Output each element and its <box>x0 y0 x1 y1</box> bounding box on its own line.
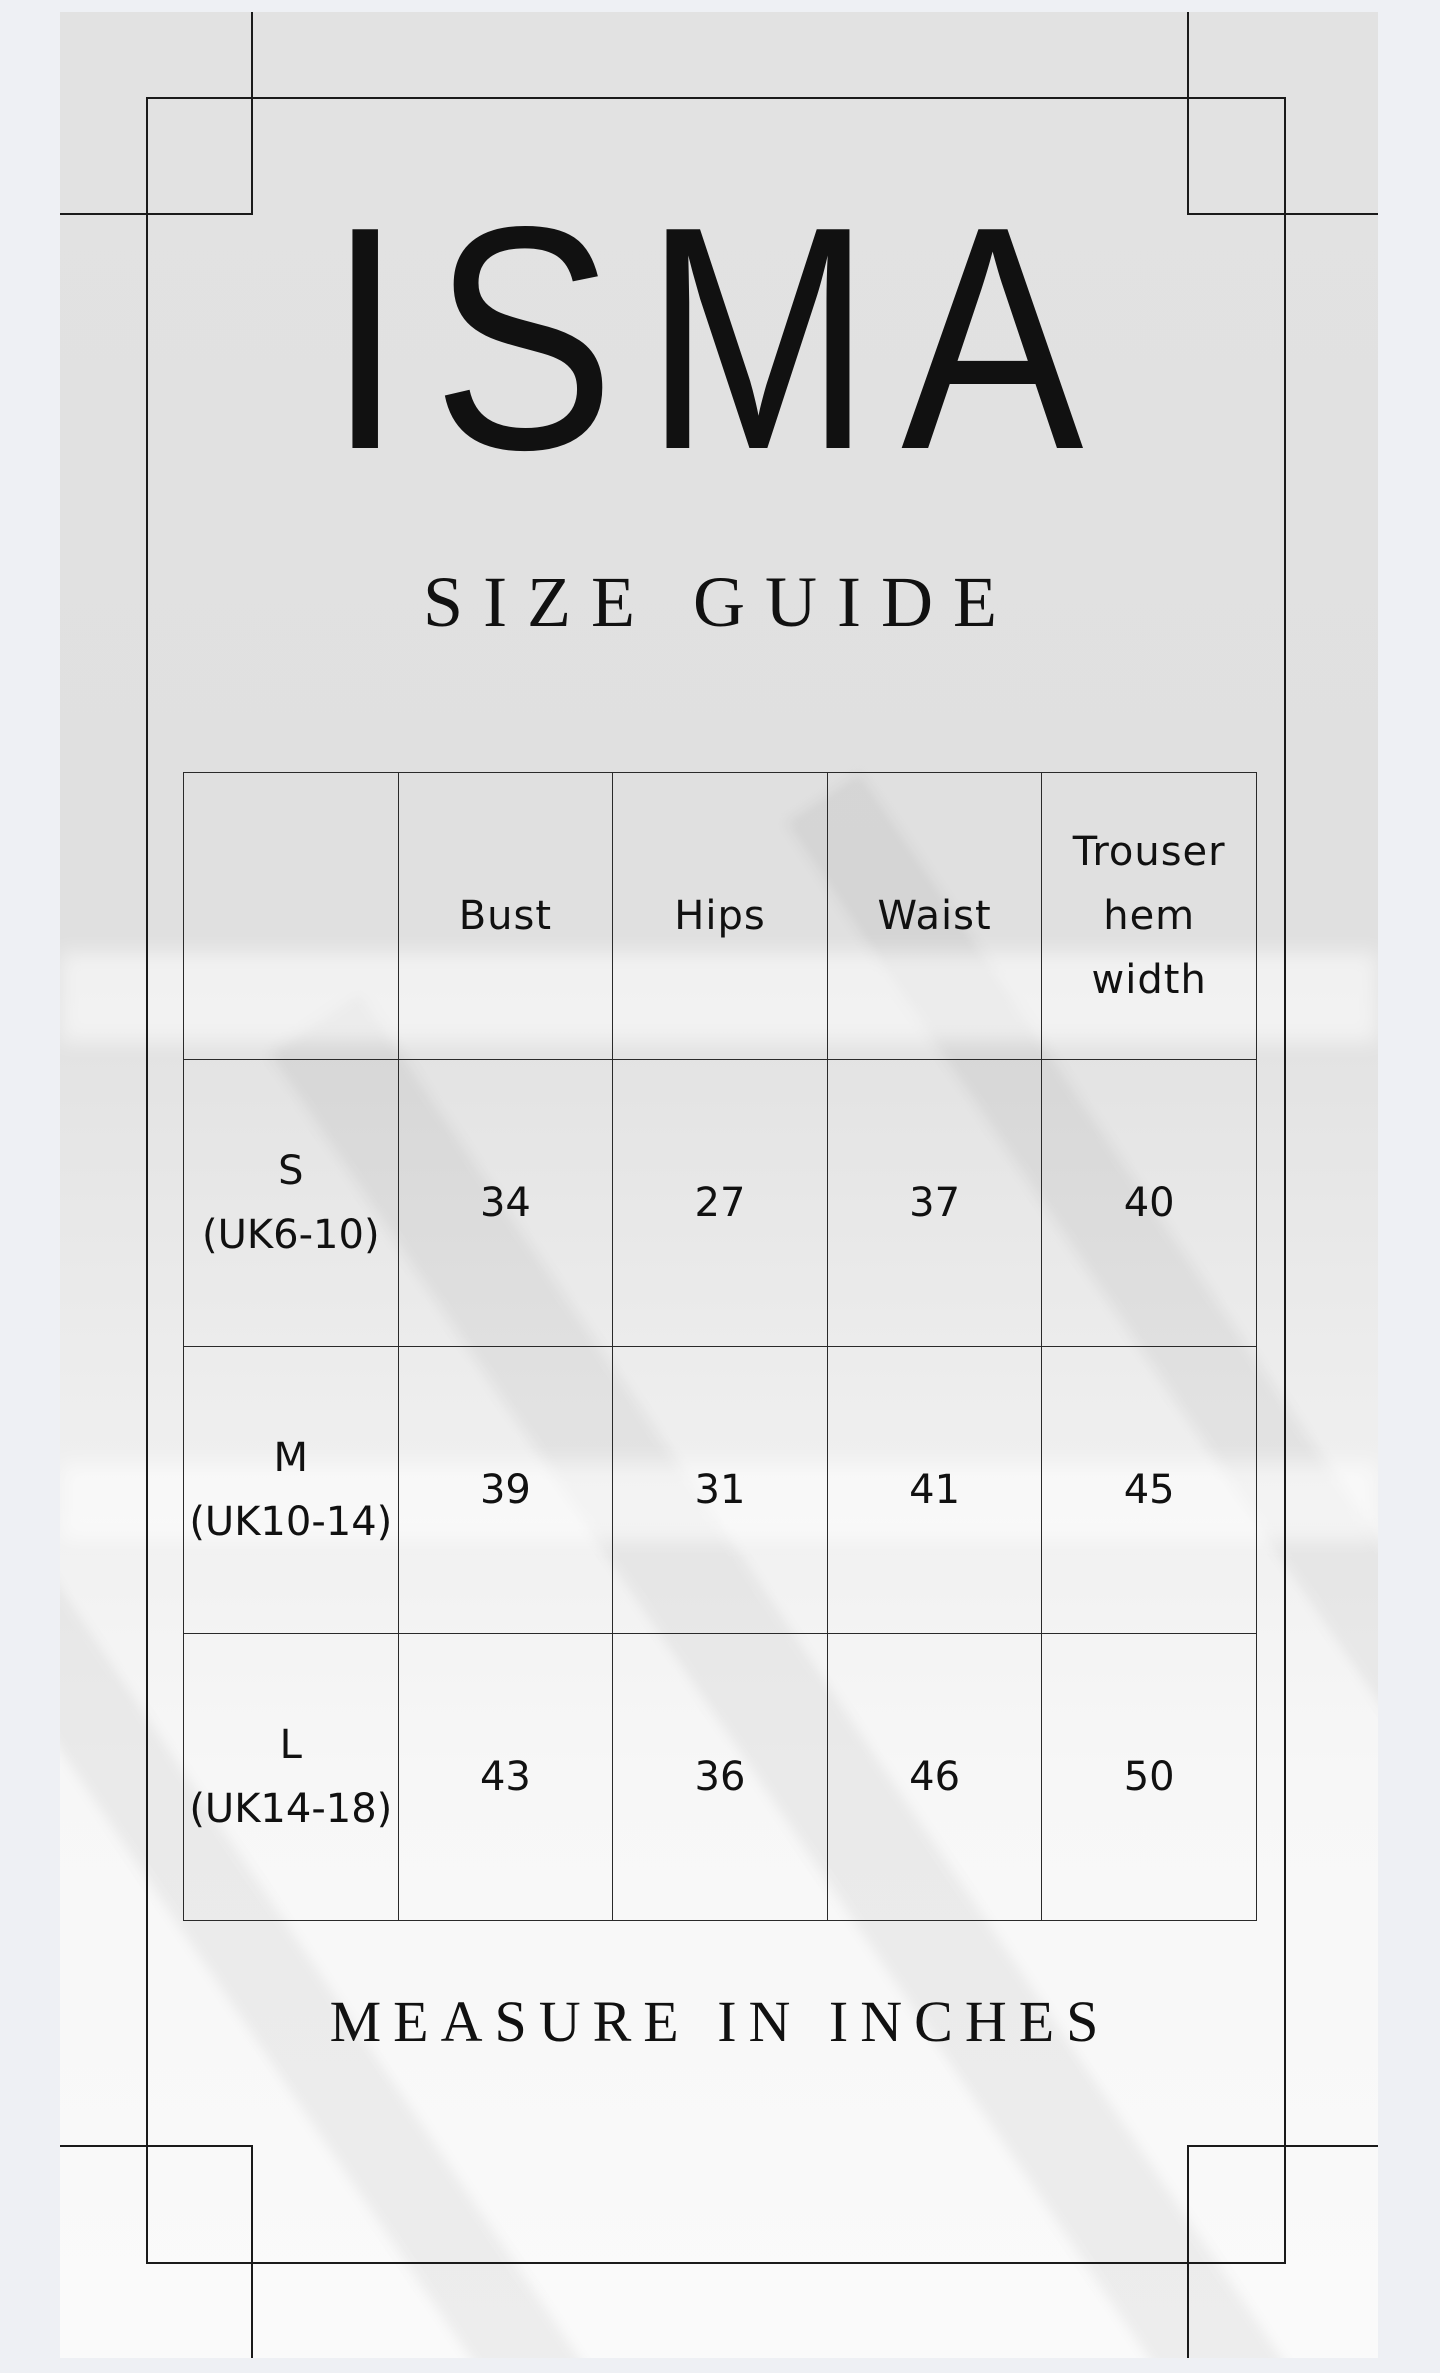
column-header-trouser-line: Trouser <box>1072 829 1226 875</box>
size-uk-range: (UK14-18) <box>189 1786 393 1832</box>
table-row <box>184 1347 1257 1634</box>
column-header-trouser-hem <box>1042 773 1257 1060</box>
hem-value: 45 <box>1042 1347 1257 1634</box>
frame-line-top <box>146 97 1286 99</box>
hem-value: 50 <box>1042 1634 1257 1921</box>
corner-bottom-right-v <box>1187 2145 1189 2358</box>
size-label <box>184 1060 399 1347</box>
waist-value: 37 <box>827 1060 1042 1347</box>
hips-value: 36 <box>613 1634 828 1921</box>
table-header-row <box>184 773 1257 1060</box>
bust-value: 43 <box>398 1634 613 1921</box>
bust-value: 39 <box>398 1347 613 1634</box>
brand-logo: ISMA <box>327 161 1113 516</box>
hips-value: 27 <box>613 1060 828 1347</box>
size-uk-range: (UK10-14) <box>189 1499 393 1545</box>
column-header-size <box>184 773 399 1060</box>
table-row <box>184 1634 1257 1921</box>
page-title: SIZE GUIDE <box>423 562 1017 642</box>
column-header-trouser-line: hem <box>1103 893 1196 939</box>
size-letter: M <box>273 1435 309 1481</box>
waist-value: 41 <box>827 1347 1042 1634</box>
hips-value: 31 <box>613 1347 828 1634</box>
table-row <box>184 1060 1257 1347</box>
waist-value: 46 <box>827 1634 1042 1921</box>
size-uk-range: (UK6-10) <box>202 1212 380 1258</box>
size-letter: S <box>278 1148 304 1194</box>
column-header-waist: Waist <box>827 773 1042 1060</box>
column-header-hips: Hips <box>613 773 828 1060</box>
corner-bottom-left-v <box>251 2145 253 2358</box>
measure-note: MEASURE IN INCHES <box>329 1989 1111 2054</box>
size-label <box>184 1347 399 1634</box>
column-header-bust: Bust <box>398 773 613 1060</box>
size-letter: L <box>279 1722 302 1768</box>
frame-line-bottom <box>146 2262 1286 2264</box>
size-label <box>184 1634 399 1921</box>
corner-bottom-right-h <box>1187 2145 1378 2147</box>
hem-value: 40 <box>1042 1060 1257 1347</box>
column-header-trouser-line: width <box>1091 957 1207 1003</box>
corner-bottom-left-h <box>60 2145 253 2147</box>
size-table <box>183 772 1257 1921</box>
bust-value: 34 <box>398 1060 613 1347</box>
